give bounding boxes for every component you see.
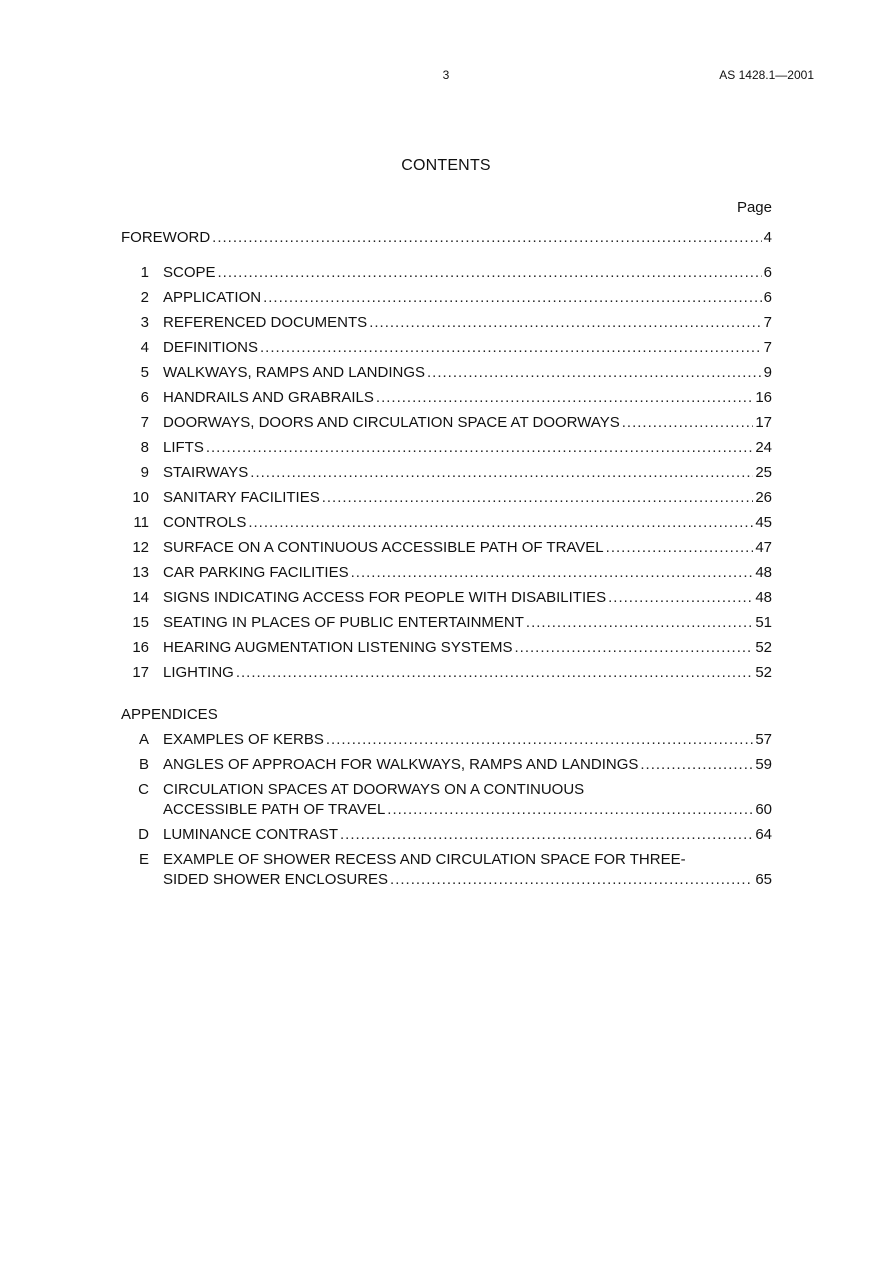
- toc-section-number: 15: [132, 614, 149, 631]
- toc-appendix-title-line1: EXAMPLE OF SHOWER RECESS AND CIRCULATION SPACE FOR THREE-: [163, 851, 686, 868]
- toc-section-line: [163, 635, 772, 660]
- toc-appendix-page: 65: [755, 871, 772, 888]
- toc-section-line: [163, 435, 772, 460]
- dot-leader: [248, 510, 753, 535]
- toc-section-title: SCOPE: [163, 264, 216, 281]
- toc-section-body: [163, 385, 772, 410]
- toc-appendices: [121, 727, 772, 892]
- toc-foreword-label: FOREWORD: [121, 229, 211, 246]
- toc-section-number: 7: [140, 414, 149, 431]
- toc-section-page: 47: [755, 539, 772, 556]
- toc-section-body: [163, 310, 772, 335]
- toc-appendices-heading-wrap: [121, 702, 772, 727]
- toc-foreword-entry[interactable]: [121, 225, 772, 250]
- toc-section-line: [163, 335, 772, 360]
- toc-section-line: [163, 585, 772, 610]
- toc-section-page: 26: [755, 489, 772, 506]
- dot-leader: [515, 635, 754, 660]
- toc-section-number: 10: [132, 489, 149, 506]
- toc-section-line: [163, 310, 772, 335]
- toc-appendix-letter: E: [138, 851, 149, 868]
- toc-appendix-body: [163, 777, 772, 822]
- toc-appendix-body: [163, 847, 772, 892]
- toc-appendix-title-line2: SIDED SHOWER ENCLOSURES: [163, 871, 389, 888]
- dot-leader: [263, 285, 762, 310]
- toc-section-body: [163, 435, 772, 460]
- toc-section-body: [163, 360, 772, 385]
- toc-section-title: CAR PARKING FACILITIES: [163, 564, 349, 581]
- toc-section-line: [163, 385, 772, 410]
- toc-section-title: LIFTS: [163, 439, 204, 456]
- dot-leader: [387, 797, 753, 822]
- toc-appendix-page: 64: [755, 826, 772, 843]
- toc-section-body: [163, 260, 772, 285]
- toc-section-title: REFERENCED DOCUMENTS: [163, 314, 368, 331]
- toc-section-line: [163, 360, 772, 385]
- dot-leader: [427, 360, 762, 385]
- toc-appendix-entry[interactable]: [121, 777, 772, 822]
- toc-section-entry[interactable]: [121, 535, 772, 560]
- toc-section-body: [163, 585, 772, 610]
- toc-section-body: [163, 610, 772, 635]
- toc-section-page: 52: [755, 639, 772, 656]
- toc-section-entry[interactable]: [121, 485, 772, 510]
- toc-section-page: 7: [763, 339, 772, 356]
- toc-section-line: [163, 610, 772, 635]
- toc-section-page: 25: [755, 464, 772, 481]
- toc-section-entry[interactable]: [121, 260, 772, 285]
- toc-section-page: 52: [755, 664, 772, 681]
- toc-section-line: [163, 260, 772, 285]
- toc-section-number: 13: [132, 564, 149, 581]
- toc-section-body: [163, 335, 772, 360]
- toc-section-entry[interactable]: [121, 635, 772, 660]
- toc-appendix-letter: A: [138, 731, 149, 748]
- toc-section-entry[interactable]: [121, 335, 772, 360]
- toc-appendix-entry[interactable]: [121, 847, 772, 892]
- toc-section-number: 6: [140, 389, 149, 406]
- toc-section-number: 11: [133, 514, 149, 531]
- page-number: 3: [442, 68, 450, 82]
- toc-section-title: WALKWAYS, RAMPS AND LANDINGS: [163, 364, 425, 381]
- toc-section-entry[interactable]: [121, 285, 772, 310]
- toc-appendix-letter: C: [138, 781, 149, 798]
- standard-id: AS 1428.1—2001: [719, 68, 814, 82]
- toc-section-page: 48: [755, 564, 772, 581]
- toc-section-number: 4: [140, 339, 149, 356]
- toc-appendix-line: [163, 727, 772, 752]
- toc-section-entry[interactable]: [121, 610, 772, 635]
- dot-leader: [640, 752, 753, 777]
- toc-section-line: [163, 510, 772, 535]
- toc-appendix-line: [163, 867, 772, 892]
- toc-appendix-title-line1: LUMINANCE CONTRAST: [163, 826, 339, 843]
- toc-appendix-title-line1: EXAMPLES OF KERBS: [163, 731, 324, 748]
- toc-appendix-line: [163, 752, 772, 777]
- toc-section-entry[interactable]: [121, 585, 772, 610]
- appendices-heading: APPENDICES: [121, 706, 218, 723]
- toc-appendix-line: [163, 797, 772, 822]
- dot-leader: [218, 260, 762, 285]
- toc-section-entry[interactable]: [121, 560, 772, 585]
- toc-section-line: [163, 560, 772, 585]
- toc-section-title: DOORWAYS, DOORS AND CIRCULATION SPACE AT DOORWAYS: [163, 414, 620, 431]
- dot-leader: [390, 867, 753, 892]
- toc-section-body: [163, 560, 772, 585]
- toc-section-body: [163, 410, 772, 435]
- toc-section-number: 16: [132, 639, 149, 656]
- dot-leader: [376, 385, 753, 410]
- toc-section-entry[interactable]: [121, 410, 772, 435]
- dot-leader: [606, 535, 754, 560]
- toc-section-number: 2: [140, 289, 149, 306]
- toc-section-page: 24: [755, 439, 772, 456]
- toc-section-entry[interactable]: [121, 360, 772, 385]
- toc-appendix-title-line1: CIRCULATION SPACES AT DOORWAYS ON A CONTINUOUS: [163, 781, 585, 798]
- toc-appendix-body: [163, 752, 772, 777]
- toc-section-title: SIGNS INDICATING ACCESS FOR PEOPLE WITH DISABILITIES: [163, 589, 607, 606]
- toc-appendix-page: 59: [755, 756, 772, 773]
- dot-leader: [351, 560, 754, 585]
- toc-appendix-entry[interactable]: [121, 752, 772, 777]
- toc-section-entry[interactable]: [121, 660, 772, 685]
- dot-leader: [622, 410, 754, 435]
- dot-leader: [260, 335, 762, 360]
- toc-section-line: [163, 285, 772, 310]
- toc-section-title: SANITARY FACILITIES: [163, 489, 320, 506]
- toc-section-page: 16: [755, 389, 772, 406]
- toc-section-entry[interactable]: [121, 435, 772, 460]
- toc-section-entry[interactable]: [121, 510, 772, 535]
- toc-section-body: [163, 635, 772, 660]
- toc-appendix-body: [163, 822, 772, 847]
- toc-section-entry[interactable]: [121, 385, 772, 410]
- dot-leader: [526, 610, 753, 635]
- toc-section-title: STAIRWAYS: [163, 464, 249, 481]
- toc-section-page: 6: [763, 289, 772, 306]
- toc-section-entry[interactable]: [121, 460, 772, 485]
- toc-foreword-page: 4: [763, 229, 772, 246]
- toc-appendix-body: [163, 727, 772, 752]
- toc-section-line: [163, 460, 772, 485]
- toc-section-body: [163, 660, 772, 685]
- toc-section-body: [163, 510, 772, 535]
- toc-section-line: [163, 410, 772, 435]
- dot-leader: [340, 822, 753, 847]
- toc-section-page: 51: [755, 614, 772, 631]
- toc-section-body: [163, 460, 772, 485]
- toc-section-number: 1: [140, 264, 149, 281]
- toc-section-body: [163, 535, 772, 560]
- toc-section-title: HANDRAILS AND GRABRAILS: [163, 389, 374, 406]
- dot-leader: [369, 310, 761, 335]
- dot-leader: [212, 225, 761, 250]
- toc-section-title: APPLICATION: [163, 289, 262, 306]
- dot-leader: [236, 660, 753, 685]
- toc-section-number: 12: [132, 539, 149, 556]
- toc-section-line: [163, 485, 772, 510]
- toc-appendix-line: [163, 822, 772, 847]
- toc-section-number: 17: [132, 664, 149, 681]
- dot-leader: [206, 435, 753, 460]
- toc-section-number: 5: [140, 364, 149, 381]
- toc-section-page: 9: [763, 364, 772, 381]
- toc-section-title: SEATING IN PLACES OF PUBLIC ENTERTAINMENT: [163, 614, 524, 631]
- toc-appendix-letter: D: [138, 826, 149, 843]
- toc-section-page: 6: [763, 264, 772, 281]
- toc-section-title: LIGHTING: [163, 664, 234, 681]
- toc-appendix-letter: B: [138, 756, 149, 773]
- toc-section-page: 7: [763, 314, 772, 331]
- toc-appendix-entry[interactable]: [121, 822, 772, 847]
- toc-section-line: [163, 535, 772, 560]
- toc-section-number: 14: [132, 589, 149, 606]
- toc-appendix-title-line2: ACCESSIBLE PATH OF TRAVEL: [163, 801, 386, 818]
- toc-sections: [121, 260, 772, 685]
- toc-section-title: CONTROLS: [163, 514, 247, 531]
- toc-section-number: 9: [140, 464, 149, 481]
- dot-leader: [608, 585, 753, 610]
- toc-appendix-entry[interactable]: [121, 727, 772, 752]
- toc-appendix-page: 60: [755, 801, 772, 818]
- toc-section-number: 3: [140, 314, 149, 331]
- toc-section-body: [163, 485, 772, 510]
- toc-section-page: 45: [755, 514, 772, 531]
- toc-appendix-title-line1: ANGLES OF APPROACH FOR WALKWAYS, RAMPS AND LANDINGS: [163, 756, 639, 773]
- toc-section-page: 17: [755, 414, 772, 431]
- toc-appendix-page: 57: [755, 731, 772, 748]
- page-column-label: Page: [736, 199, 772, 216]
- toc-section-entry[interactable]: [121, 310, 772, 335]
- dot-leader: [250, 460, 753, 485]
- toc-section-title: DEFINITIONS: [163, 339, 259, 356]
- page-title: CONTENTS: [401, 157, 491, 174]
- dot-leader: [322, 485, 754, 510]
- toc-section-title: HEARING AUGMENTATION LISTENING SYSTEMS: [163, 639, 513, 656]
- toc-section-number: 8: [140, 439, 149, 456]
- toc-section-title: SURFACE ON A CONTINUOUS ACCESSIBLE PATH OF TRAVEL: [163, 539, 604, 556]
- toc-foreword: [121, 225, 772, 250]
- toc-section-line: [163, 660, 772, 685]
- dot-leader: [326, 727, 753, 752]
- toc-section-body: [163, 285, 772, 310]
- toc-section-page: 48: [755, 589, 772, 606]
